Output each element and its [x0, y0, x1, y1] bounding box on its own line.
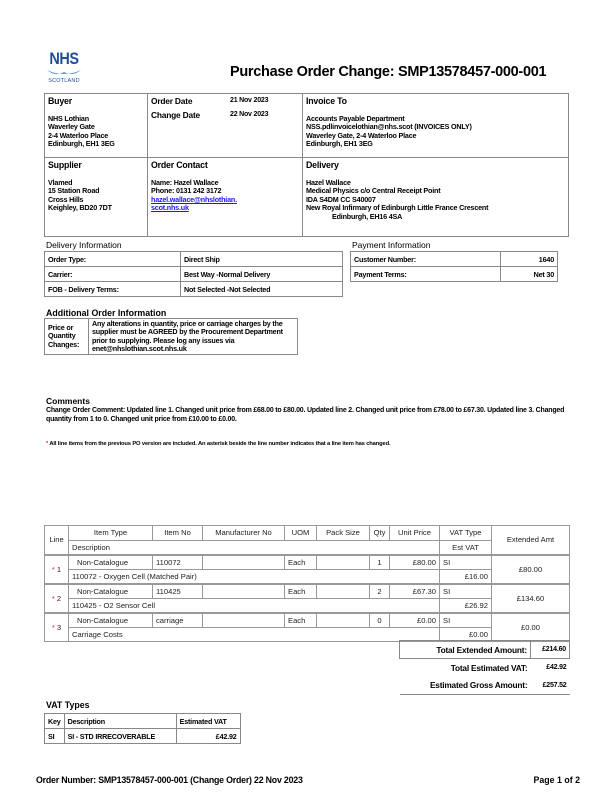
table-header-row	[45, 714, 241, 729]
table-row	[351, 267, 558, 282]
delivery-info-heading: Delivery Information	[46, 240, 122, 250]
order-header-grid	[44, 93, 569, 237]
table-row	[45, 555, 570, 570]
change-date-value: 22 Nov 2023	[230, 111, 269, 118]
col-description: Description	[64, 714, 176, 729]
invoice-line: Edinburgh, EH1 3EG	[306, 139, 373, 149]
delivery-line: IDA S4DM CC S40007	[306, 194, 376, 204]
nhs-scotland-logo	[44, 50, 84, 84]
order-type-label: Order Type:	[45, 252, 181, 267]
line-number: * 1	[45, 555, 69, 584]
item-no: 110425	[153, 584, 203, 599]
line-number: * 2	[45, 584, 69, 613]
col-estimated-vat: Estimated VAT	[176, 714, 240, 729]
description: Carriage Costs	[69, 627, 440, 642]
comments-heading: Comments	[46, 396, 90, 406]
col-line: Line	[45, 526, 69, 555]
est-vat: £0.00	[440, 627, 492, 642]
table-header-row	[45, 540, 570, 555]
invoice-to-section	[303, 94, 569, 158]
col-uom: UOM	[285, 526, 317, 541]
table-row	[45, 729, 241, 744]
description: 110425 - O2 Sensor Cell	[69, 598, 440, 613]
supplier-heading: Supplier	[48, 160, 82, 170]
line-items-table	[44, 525, 570, 642]
uom: Each	[285, 555, 317, 570]
est-vat: £16.00	[440, 569, 492, 584]
item-no: 110072	[153, 555, 203, 570]
line-number: * 3	[45, 613, 69, 642]
qty: 2	[370, 584, 390, 599]
table-row	[45, 319, 298, 355]
vat-types-heading: VAT Types	[46, 700, 90, 710]
dates-section	[148, 94, 303, 158]
gross-amount-value: £257.52	[542, 681, 567, 689]
buyer-line: 2-4 Waterloo Place	[48, 130, 109, 140]
vat-description: SI - STD IRRECOVERABLE	[64, 729, 176, 744]
supplier-line: Keighley, BD20 7DT	[48, 203, 112, 213]
invoice-line: Waverley Gate, 2-4 Waterloo Place	[306, 130, 417, 140]
table-row	[45, 598, 570, 613]
unit-price: £80.00	[390, 555, 440, 570]
item-type: Non-Catalogue	[69, 584, 153, 599]
col-item-no: Item No	[153, 526, 203, 541]
price-quantity-text: Any alterations in quantity, price or carriage charges by the supplier must be AGREED by the Procurement Department prior to supplying. Please log any issues via enet@nhslothian.scot.nhs.uk	[89, 319, 298, 355]
col-description: Description	[69, 540, 440, 555]
pack-size	[317, 555, 370, 570]
uom: Each	[285, 613, 317, 628]
comments-section	[46, 396, 576, 424]
vat-key: SI	[45, 729, 65, 744]
footer-order-number: Order Number: SMP13578457-000-001 (Change Order) 22 Nov 2023	[36, 775, 303, 785]
invoice-line: NSS.pdlinvoicelothian@nhs.scot (INVOICES ONLY)	[306, 122, 472, 132]
table-row	[45, 282, 343, 297]
total-vat-label: Total Estimated VAT:	[450, 662, 528, 673]
table-row	[45, 613, 570, 628]
extended-amt: £0.00	[492, 613, 570, 642]
col-qty: Qty	[370, 526, 390, 541]
supplier-line: Cross Hills	[48, 194, 84, 204]
invoice-to-heading: Invoice To	[306, 96, 347, 106]
extended-amt: £134.60	[492, 584, 570, 613]
table-row	[45, 252, 343, 267]
invoice-line: Accounts Payable Department	[306, 114, 405, 123]
change-order-comment: Change Order Comment: Updated line 1. Changed unit price from £68.00 to £80.00. Updated line 2. Changed unit price from £78.00 to £67.30. Updated line 3. Changed quantity from 1 to 0. Changed unit price from £10.00 to £0.00.	[46, 407, 565, 423]
pack-size	[317, 584, 370, 599]
table-row	[400, 659, 570, 677]
description: 110072 - Oxygen Cell (Matched Pair)	[69, 569, 440, 584]
unit-price: £0.00	[390, 613, 440, 628]
item-no: carriage	[153, 613, 203, 628]
payment-info-table	[350, 251, 558, 282]
table-row	[400, 641, 570, 659]
contact-email-link[interactable]: hazel.wallace@nhslothian. scot.nhs.uk	[151, 194, 237, 213]
total-extended-label: Total Extended Amount:	[400, 641, 531, 659]
customer-number-value: 1640	[501, 252, 558, 267]
col-unit-price: Unit Price	[390, 526, 440, 541]
table-row	[45, 584, 570, 599]
additional-info-heading: Additional Order Information	[46, 308, 167, 318]
carrier-label: Carrier:	[45, 267, 181, 282]
vat-estimated: £42.92	[176, 729, 240, 744]
col-extended-amt: Extended Amt	[492, 526, 570, 555]
price-quantity-label: Price or Quantity Changes:	[45, 319, 89, 355]
buyer-section	[45, 94, 148, 158]
item-type: Non-Catalogue	[69, 555, 153, 570]
delivery-line: Edinburgh, EH16 4SA	[332, 211, 403, 221]
uom: Each	[285, 584, 317, 599]
logo-scotland-text: SCOTLAND	[48, 78, 80, 84]
document-title: Purchase Order Change: SMP13578457-000-001	[230, 64, 547, 80]
table-row	[45, 267, 343, 282]
supplier-section	[45, 158, 148, 236]
vat-types-table	[44, 713, 241, 744]
delivery-line: Hazel Wallace	[306, 178, 351, 187]
carrier-value: Best Way -Normal Delivery	[181, 267, 343, 282]
vat-type: SI	[440, 584, 492, 599]
buyer-line: Edinburgh, EH1 3EG	[48, 139, 115, 149]
supplier-line: 15 Station Road	[48, 186, 100, 196]
delivery-line: New Royal Infirmary of Edinburgh Little France Crescent	[306, 203, 489, 213]
buyer-line: Waverley Gate	[48, 122, 95, 132]
qty: 0	[370, 613, 390, 628]
delivery-info-table	[44, 251, 343, 297]
buyer-heading: Buyer	[48, 96, 72, 106]
extended-amt: £80.00	[492, 555, 570, 584]
vat-type: SI	[440, 555, 492, 570]
order-date-value: 21 Nov 2023	[230, 97, 269, 104]
delivery-line: Medical Physics c/o Central Receipt Point	[306, 186, 441, 196]
payment-terms-label: Payment Terms:	[351, 267, 501, 282]
col-vat-type: VAT Type	[440, 526, 492, 541]
payment-terms-value: Net 30	[501, 267, 558, 282]
manufacturer-no	[203, 555, 285, 570]
saltire-wave-icon	[46, 68, 82, 76]
fob-value: Not Selected -Not Selected	[181, 282, 343, 297]
item-type: Non-Catalogue	[69, 613, 153, 628]
fob-label: FOB - Delivery Terms:	[45, 282, 181, 297]
contact-phone: Phone: 0131 242 3172	[151, 186, 222, 196]
vat-type: SI	[440, 613, 492, 628]
change-date-label: Change Date	[151, 110, 200, 120]
delivery-section	[303, 158, 569, 236]
col-item-type: Item Type	[69, 526, 153, 541]
col-est-vat: Est VAT	[440, 540, 492, 555]
table-row	[45, 569, 570, 584]
total-vat-value: £42.92	[546, 664, 567, 672]
totals-table	[399, 640, 570, 695]
table-header-row	[45, 526, 570, 541]
supplier-line: Vlamed	[48, 178, 73, 187]
order-contact-heading: Order Contact	[151, 160, 208, 170]
col-key: Key	[45, 714, 65, 729]
order-date-label: Order Date	[151, 96, 193, 106]
asterisk-note: * All line items from the previous PO version are included. An asterisk beside the line number indicates that a line item has changed.	[46, 441, 391, 447]
pack-size	[317, 613, 370, 628]
additional-info-table	[44, 318, 298, 355]
footer-page-number: Page 1 of 2	[533, 775, 580, 785]
asterisk-icon: *	[46, 441, 49, 447]
payment-info-heading: Payment Information	[352, 240, 431, 250]
customer-number-label: Customer Number:	[351, 252, 501, 267]
order-contact-section	[148, 158, 303, 236]
delivery-heading: Delivery	[306, 160, 339, 170]
col-pack-size: Pack Size	[317, 526, 370, 541]
qty: 1	[370, 555, 390, 570]
est-vat: £26.92	[440, 598, 492, 613]
total-extended-value: £214.60	[530, 641, 569, 659]
col-manufacturer-no: Manufacturer No	[203, 526, 285, 541]
manufacturer-no	[203, 584, 285, 599]
buyer-line: NHS Lothian	[48, 114, 89, 123]
gross-amount-label: Estimated Gross Amount:	[429, 680, 528, 691]
table-row	[351, 252, 558, 267]
order-type-value: Direct Ship	[181, 252, 343, 267]
logo-nhs-text: NHS	[49, 49, 79, 68]
unit-price: £67.30	[390, 584, 440, 599]
contact-name: Name: Hazel Wallace	[151, 178, 219, 187]
table-row	[400, 677, 570, 695]
manufacturer-no	[203, 613, 285, 628]
